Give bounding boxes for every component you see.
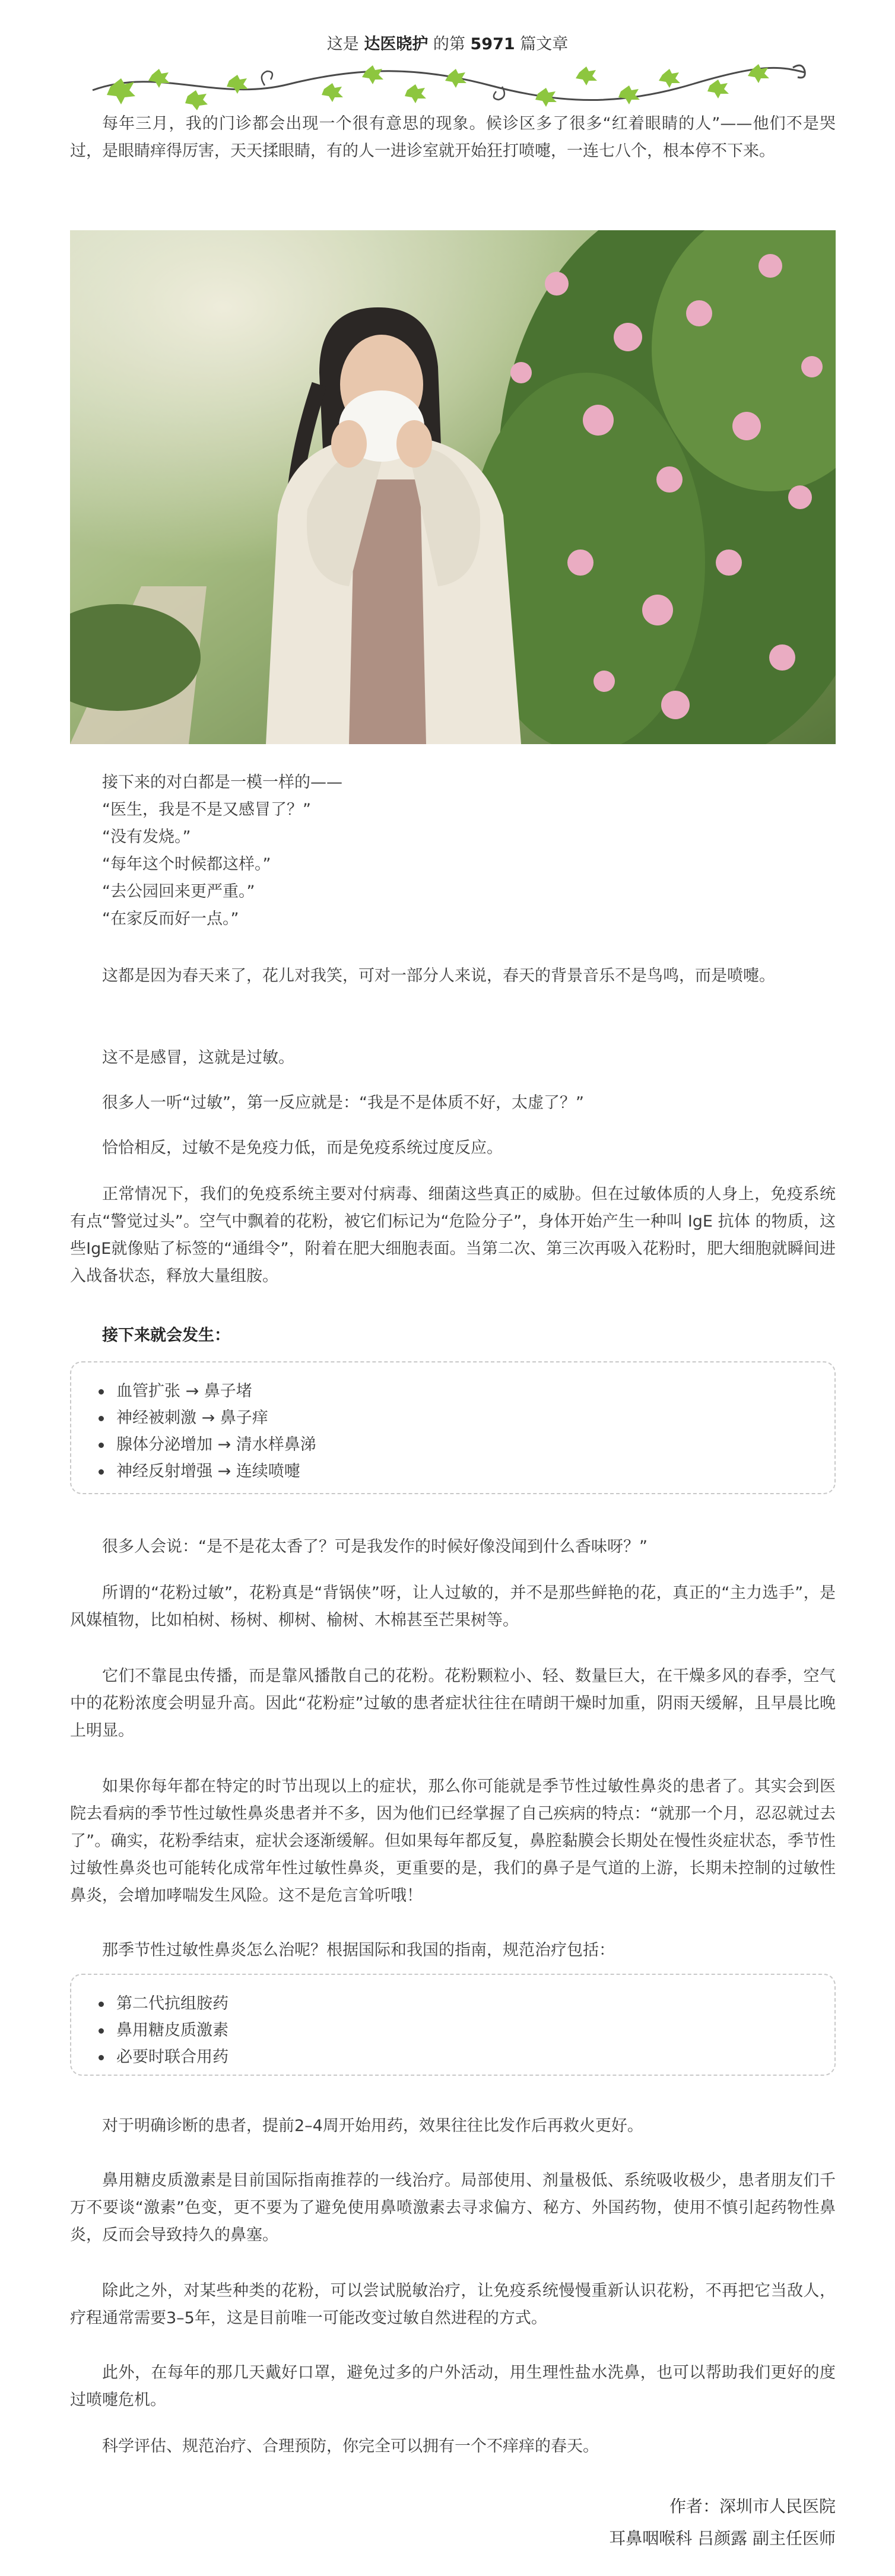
article-number: 5971 xyxy=(470,35,515,53)
paragraph: 鼻用糖皮质激素是目前国际指南推荐的一线治疗。局部使用、剂量极低、系统吸收极少，患者朋友们千万不要谈“激素”色变，更不要为了避免使用鼻喷激素去寻求偏方、秘方、外国药物，使用不慎引起药物性鼻炎，反而会导致持久的鼻塞。 xyxy=(70,2171,836,2244)
header-middle: 的第 xyxy=(433,35,465,53)
paragraph: 那季节性过敏性鼻炎怎么治呢？根据国际和我国的指南，规范治疗包括： xyxy=(102,1941,615,1959)
paragraph: 很多人一听“过敏”，第一反应就是：“我是不是体质不好，太虚了？” xyxy=(102,1094,584,1112)
paragraph: 科学评估、规范治疗、合理预防，你完全可以拥有一个不痒痒的春天。 xyxy=(102,2437,599,2456)
reaction-list-box xyxy=(70,1361,836,1494)
header-prefix: 这是 xyxy=(326,35,359,53)
paragraph: 所谓的“花粉过敏”，花粉真是“背锅侠”呀，让人过敏的，并不是那些鲜艳的花，真正的“主力选手”，是风媒植物，比如柏树、杨树、柳树、榆树、木棉甚至芒果树等。 xyxy=(70,1584,836,1630)
author-signature xyxy=(609,2495,836,2550)
author-line: 作者：深圳市人民医院 xyxy=(669,2496,836,2516)
header-suffix: 篇文章 xyxy=(520,35,569,53)
paragraph: 正常情况下，我们的免疫系统主要对付病毒、细菌这些真正的威胁。但在过敏体质的人身上，免疫系统有点“警觉过头”。空气中飘着的花粉，被它们标记为“危险分子”，身体开始产生一种叫 IgE 抗体 的物质，这些IgE就像贴了标签的“通缉令”，附着在肥大细胞表面。当第二次、第三次再吸入花粉时，肥大细胞就瞬间进入战备状态，释放大量组胺。 xyxy=(70,1185,836,1285)
reaction-list xyxy=(95,1378,811,1485)
paragraph: 很多人会说：“是不是花太香了？可是我发作的时候好像没闻到什么香味呀？” xyxy=(102,1538,648,1556)
vine-decoration-icon xyxy=(87,55,813,112)
list-item: 神经被刺激 → 鼻子痒 xyxy=(95,1405,811,1431)
paragraph: 对于明确诊断的患者，提前2–4周开始用药，效果往往比发作后再救火更好。 xyxy=(102,2117,643,2135)
list-item: 神经反射增强 → 连续喷嚏 xyxy=(95,1458,811,1485)
list-item: 第二代抗组胺药 xyxy=(95,1990,811,2017)
treatment-list-box xyxy=(70,1974,836,2076)
dialogue-quote: “每年这个时候都这样。” xyxy=(102,855,271,874)
dialogue-quote: “去公园回来更严重。” xyxy=(102,882,255,901)
dialogue-quotes xyxy=(70,796,836,933)
dialogue-quote: “没有发烧。” xyxy=(102,828,191,846)
list-item: 血管扩张 → 鼻子堵 xyxy=(95,1378,811,1405)
list-item: 腺体分泌增加 → 清水样鼻涕 xyxy=(95,1431,811,1458)
list-item: 鼻用糖皮质激素 xyxy=(95,2017,811,2044)
paragraph: 恰恰相反，过敏不是免疫力低，而是免疫系统过度反应。 xyxy=(102,1139,503,1157)
paragraph: 此外，在每年的那几天戴好口罩，避免过多的户外活动，用生理性盐水洗鼻，也可以帮助我们更好的度过喷嚏危机。 xyxy=(70,2364,836,2409)
section-heading: 接下来就会发生： xyxy=(102,1326,230,1345)
article-header xyxy=(0,31,895,54)
paragraph: 这都是因为春天来了，花儿对我笑，可对一部分人来说，春天的背景音乐不是鸟鸣，而是喷嚏。 xyxy=(102,967,775,985)
dialogue-quote: “医生，我是不是又感冒了？” xyxy=(102,801,311,819)
paragraph: 如果你每年都在特定的时节出现以上的症状，那么你可能就是季节性过敏性鼻炎的患者了。其实会到医院去看病的季节性过敏性鼻炎患者并不多，因为他们已经掌握了自己疾病的特点：“就那一个月，忍忍就过去了”。确实，花粉季结束，症状会逐渐缓解。但如果每年都反复，鼻腔黏膜会长期处在慢性炎症状态，季节性过敏性鼻炎也可能转化成常年性过敏性鼻炎，更重要的是，我们的鼻子是气道的上游，长期未控制的过敏性鼻炎，会增加哮喘发生风险。这不是危言耸听哦！ xyxy=(70,1777,836,1905)
list-item: 必要时联合用药 xyxy=(95,2044,811,2070)
author-department-line: 耳鼻咽喉科 吕颜露 副主任医师 xyxy=(609,2529,836,2548)
dialogue-lead: 接下来的对白都是一模一样的—— xyxy=(102,773,342,792)
intro-paragraph: 每年三月，我的门诊都会出现一个很有意思的现象。候诊区多了很多“红着眼睛的人”——他们不是哭过，是眼睛痒得厉害，天天揉眼睛，有的人一进诊室就开始狂打喷嚏，一连七八个，根本停不下来。 xyxy=(70,115,836,160)
paragraph: 这不是感冒，这就是过敏。 xyxy=(102,1049,294,1067)
treatment-list xyxy=(95,1990,811,2070)
woman-sneezing-flowers-photo xyxy=(70,230,836,744)
dialogue-quote: “在家反而好一点。” xyxy=(102,910,239,928)
account-name[interactable]: 达医晓护 xyxy=(364,35,429,53)
paragraph: 除此之外，对某些种类的花粉，可以尝试脱敏治疗，让免疫系统慢慢重新认识花粉，不再把它当敌人，疗程通常需要3–5年，这是目前唯一可能改变过敏自然进程的方式。 xyxy=(70,2282,836,2327)
paragraph: 它们不靠昆虫传播，而是靠风播散自己的花粉。花粉颗粒小、轻、数量巨大，在干燥多风的春季，空气中的花粉浓度会明显升高。因此“花粉症”过敏的患者症状往往在晴朗干燥时加重，阴雨天缓解，且早晨比晚上明显。 xyxy=(70,1667,836,1740)
